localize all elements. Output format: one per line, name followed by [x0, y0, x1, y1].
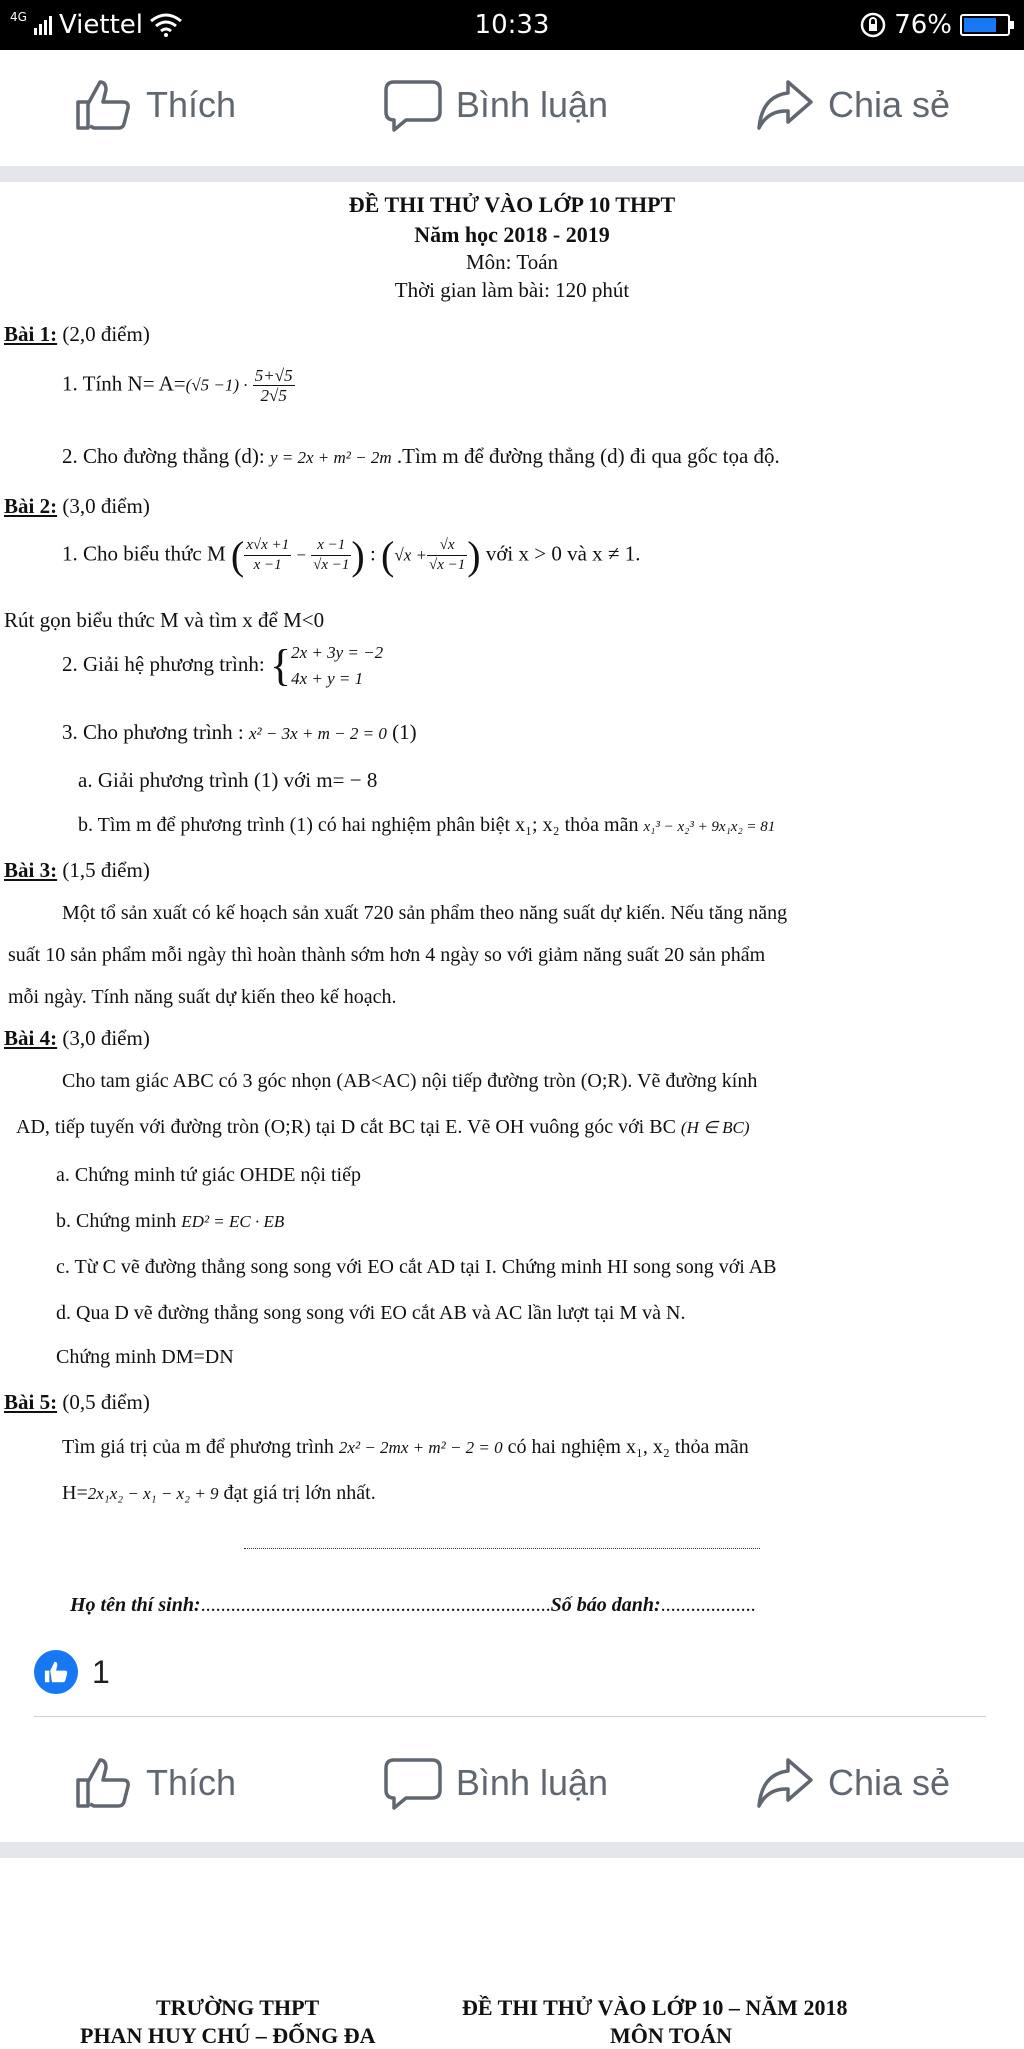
problem-2-part-3: 3. Cho phương trình : x² − 3x + m − 2 = 0 (1): [62, 720, 417, 744]
problem-3-line-3: mỗi ngày. Tính năng suất dự kiến theo kế hoạch.: [8, 986, 397, 1008]
problem-5-heading: Bài 5: (0,5 điểm): [4, 1390, 150, 1414]
exam-title: ĐỀ THI THỬ VÀO LỚP 10 THPT: [348, 192, 676, 217]
status-bar: [0, 0, 1024, 50]
like-reaction-icon: [34, 1650, 78, 1694]
candidate-footer: Họ tên thí sinh:......................................................................Số báo danh:...................: [70, 1594, 756, 1616]
exam-year: Năm học 2018 - 2019: [414, 222, 610, 247]
share-arrow-icon: [756, 1756, 814, 1810]
comment-label: Bình luận: [455, 1762, 609, 1803]
battery-icon: [960, 14, 1010, 36]
problem-1-part-1: 1. Tính N= A=(√5 −1) · $\frac{5+√5}{2√5}$: [62, 366, 293, 405]
school-location: PHAN HUY CHÚ – ĐỐNG ĐA: [80, 2023, 376, 2048]
share-button[interactable]: [756, 1756, 950, 1810]
problem-1-part-2: 2. Cho đường thẳng (d): y = 2x + m² − 2m .Tìm m để đường thẳng (d) đi qua gốc tọa độ.: [62, 444, 780, 468]
school-name: TRƯỜNG THPT: [156, 1995, 320, 2020]
exam-document-image[interactable]: [0, 182, 1024, 1652]
clock: 10:33: [474, 10, 550, 40]
problem-2-heading: Bài 2: (3,0 điểm): [4, 494, 150, 518]
reaction-summary[interactable]: [34, 1650, 110, 1694]
problem-2-part-3a: a. Giải phương trình (1) với m= − 8: [78, 768, 378, 792]
problem-3-line-2: suất 10 sản phẩm mỗi ngày thì hoàn thành sớm hơn 4 ngày so với giảm năng suất 20 sản phẩm: [8, 944, 766, 966]
section-separator: [0, 1842, 1024, 1858]
problem-3-heading: Bài 3: (1,5 điểm): [4, 858, 150, 882]
share-arrow-icon: [756, 78, 814, 132]
post-action-bar: [0, 50, 1024, 160]
problem-5-line-1: Tìm giá trị của m để phương trình 2x² − 2mx + m² − 2 = 0 có hai nghiệm x₁, x₂ thỏa mãn: [62, 1436, 749, 1458]
next-exam-subject: MÔN TOÁN: [610, 2023, 733, 2048]
problem-4-part-b: b. Chứng minh ED² = EC · EB: [56, 1210, 285, 1232]
problem-2-instruction: Rút gọn biểu thức M và tìm x để M<0: [4, 608, 325, 632]
problem-2-part-3b: b. Tìm m để phương trình (1) có hai nghiệm phân biệt x₁; x₂ thỏa mãn x₁³ − x₂³ + 9x₁x₂ = 81: [78, 814, 776, 836]
post-action-bar-bottom: [0, 1728, 1024, 1838]
comment-icon: [384, 1756, 442, 1810]
like-label: Thích: [145, 1762, 236, 1803]
exam-subject: Môn: Toán: [465, 250, 559, 274]
problem-4-part-d-2: Chứng minh DM=DN: [56, 1346, 234, 1368]
problem-4-part-a: a. Chứng minh tứ giác OHDE nội tiếp: [56, 1164, 361, 1186]
share-label: Chia sẻ: [827, 84, 951, 125]
battery-percent: 76%: [894, 10, 952, 40]
problem-2-part-1: 1. Cho biểu thức M ( $\frac{x√x +1}{x -1}$ − $\frac{x -1}{√x -1}$ ) : (√x + $\frac{√x}{√x -1}$ ) với x > 0 và x ≠ 1.: [62, 533, 641, 578]
exam-duration: Thời gian làm bài: 120 phút: [394, 278, 630, 302]
end-divider: [244, 1548, 760, 1549]
problem-4-heading: Bài 4: (3,0 điểm): [4, 1026, 150, 1050]
problem-3-line-1: Một tổ sản xuất có kế hoạch sản xuất 720 sản phẩm theo năng suất dự kiến. Nếu tăng năng: [62, 902, 788, 924]
network-type: 4G: [10, 10, 27, 24]
like-label: Thích: [145, 84, 236, 125]
reactions-divider: [34, 1716, 986, 1717]
problem-2-part-2: 2. Giải hệ phương trình: { 2x + 3y = −2 4x + y = 1: [62, 641, 384, 690]
carrier-name: Viettel: [58, 10, 143, 40]
next-exam-title: ĐỀ THI THỬ VÀO LỚP 10 – NĂM 2018: [462, 1995, 848, 2020]
comment-icon: [384, 78, 442, 132]
section-separator: [0, 166, 1024, 182]
like-button[interactable]: [74, 78, 236, 132]
share-label: Chia sẻ: [827, 1762, 951, 1803]
comment-button[interactable]: [384, 1756, 608, 1810]
problem-5-line-2: H=2x₁x₂ − x₁ − x₂ + 9 đạt giá trị lớn nhất.: [62, 1482, 376, 1504]
comment-label: Bình luận: [455, 84, 609, 125]
comment-button[interactable]: [384, 78, 608, 132]
share-button[interactable]: [756, 78, 950, 132]
like-button[interactable]: [74, 1756, 236, 1810]
problem-4-line-1: Cho tam giác ABC có 3 góc nhọn (AB<AC) nội tiếp đường tròn (O;R). Vẽ đường kính: [62, 1070, 758, 1092]
reaction-count: 1: [92, 1653, 110, 1690]
thumbs-up-icon: [74, 78, 132, 132]
thumbs-up-icon: [74, 1756, 132, 1810]
problem-4-line-2: AD, tiếp tuyến với đường tròn (O;R) tại D cắt BC tại E. Vẽ OH vuông góc với BC (H ∈ BC): [16, 1116, 750, 1138]
problem-1-heading: Bài 1: (2,0 điểm): [4, 322, 150, 346]
problem-4-part-d: d. Qua D vẽ đường thẳng song song với EO cắt AB và AC lần lượt tại M và N.: [56, 1302, 686, 1324]
problem-4-part-c: c. Từ C vẽ đường thẳng song song với EO cắt AD tại I. Chứng minh HI song song với AB: [56, 1256, 777, 1278]
rotation-lock-icon: [860, 12, 886, 38]
